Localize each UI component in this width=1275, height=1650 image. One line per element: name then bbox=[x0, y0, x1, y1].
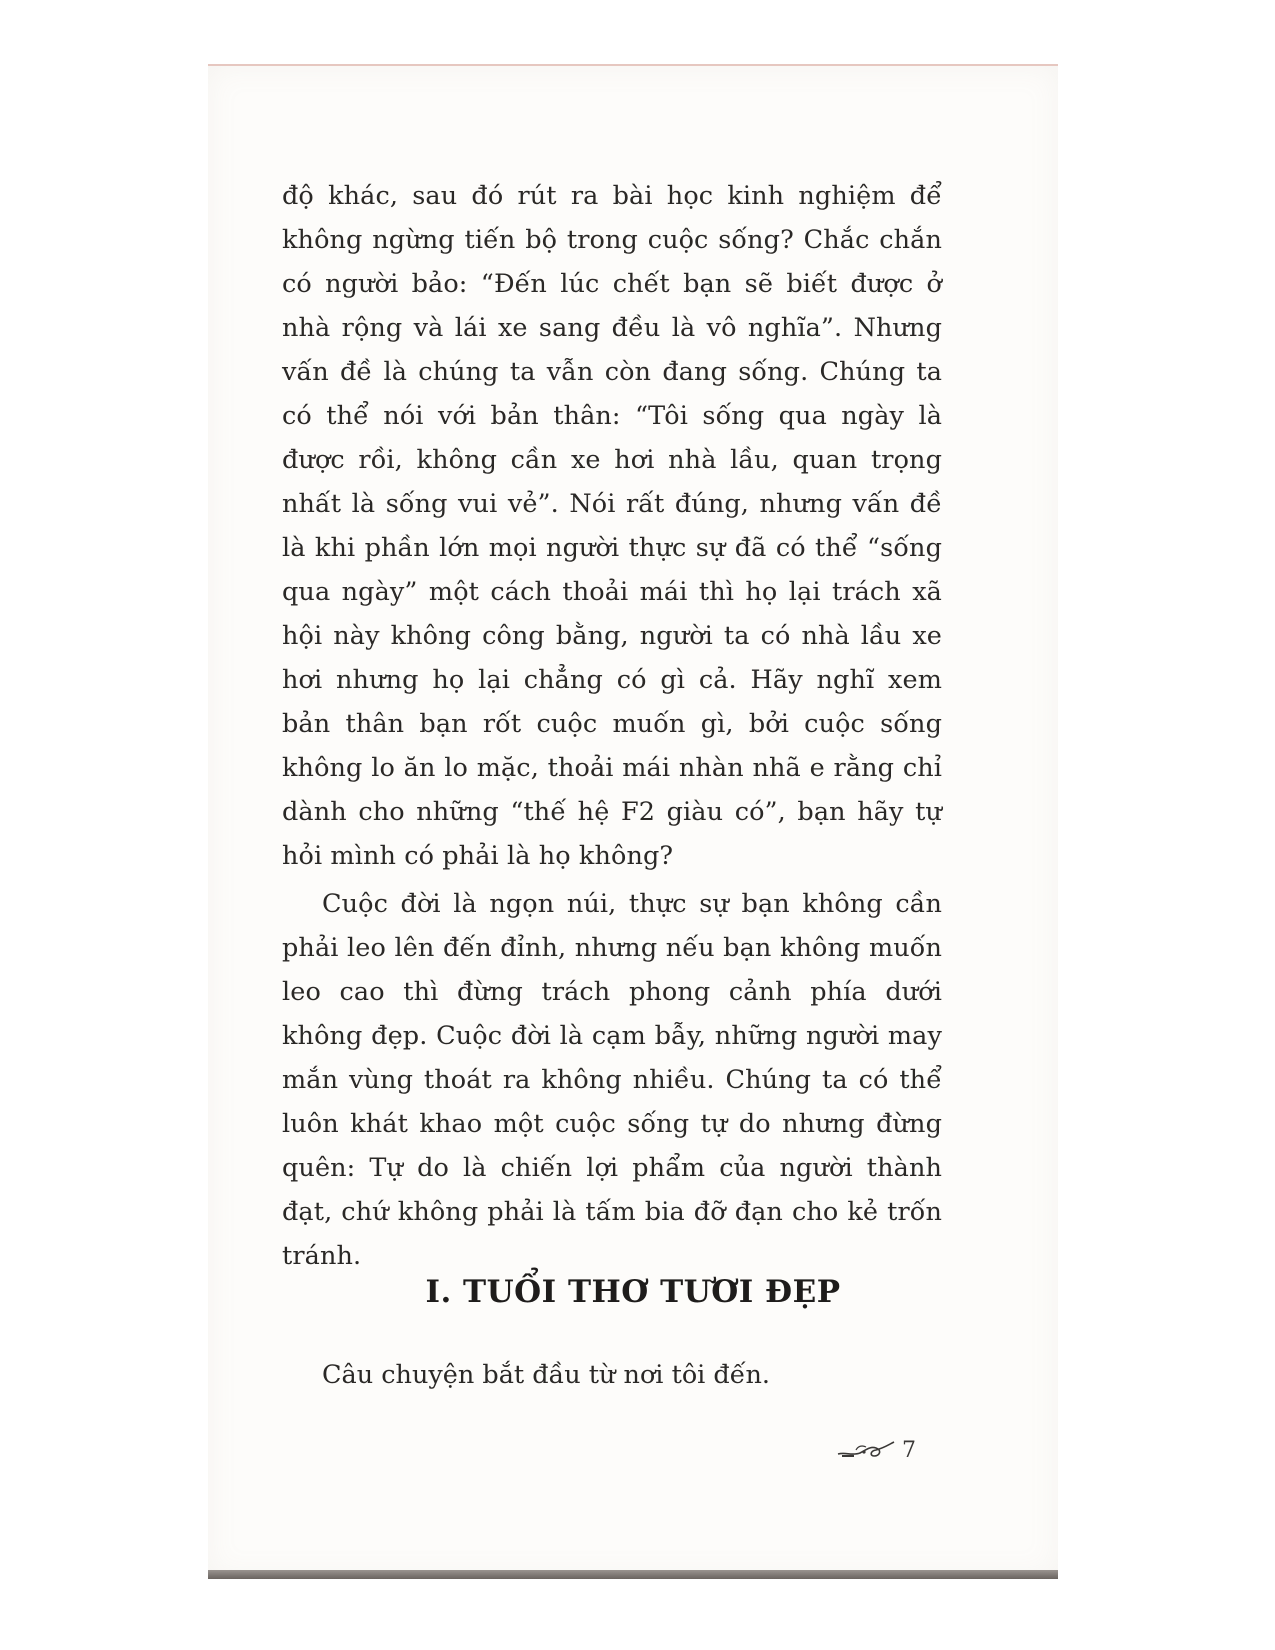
page-footer bbox=[836, 1436, 916, 1465]
section-first-line: Câu chuyện bắt đầu từ nơi tôi đến. bbox=[322, 1360, 770, 1390]
paragraph-continuation: độ khác, sau đó rút ra bài học kinh nghiệm để không ngừng tiến bộ trong cuộc sống? Chắc chắn có người bảo: “Đến lúc chết bạn sẽ biết được ở nhà rộng và lái xe sang đều là vô nghĩa”. Nhưng vấn đề là chúng ta vẫn còn đang sống. Chúng ta có thể nói với bản thân: “Tôi sống qua ngày là được rồi, không cần xe hơi nhà lầu, quan trọng nhất là sống vui vẻ”. Nói rất đúng, nhưng vấn đề là khi phần lớn mọi người thực sự đã có thể “sống qua ngày” một cách thoải mái thì họ lại trách xã hội này không công bằng, người ta có nhà lầu xe hơi nhưng họ lại chẳng có gì cả. Hãy nghĩ xem bản thân bạn rốt cuộc muốn gì, bởi cuộc sống không lo ăn lo mặc, thoải mái nhàn nhã e rằng chỉ dành cho những “thế hệ F2 giàu có”, bạn hãy tự hỏi mình có phải là họ không? bbox=[282, 181, 942, 871]
decorative-flourish-icon bbox=[836, 1436, 896, 1465]
page-bottom-edge bbox=[208, 1570, 1058, 1579]
page-number: 7 bbox=[902, 1438, 916, 1463]
section-heading: I. TUỔI THƠ TƯƠI ĐẸP bbox=[425, 1274, 841, 1310]
body-text bbox=[282, 174, 942, 1278]
paragraph-mountain: Cuộc đời là ngọn núi, thực sự bạn không cần phải leo lên đến đỉnh, nhưng nếu bạn không muốn leo cao thì đừng trách phong cảnh phía dưới không đẹp. Cuộc đời là cạm bẫy, những người may mắn vùng thoát ra không nhiều. Chúng ta có thể luôn khát khao một cuộc sống tự do nhưng đừng quên: Tự do là chiến lợi phẩm của người thành đạt, chứ không phải là tấm bia đỡ đạn cho kẻ trốn tránh. bbox=[282, 889, 942, 1271]
book-page bbox=[208, 66, 1058, 1577]
